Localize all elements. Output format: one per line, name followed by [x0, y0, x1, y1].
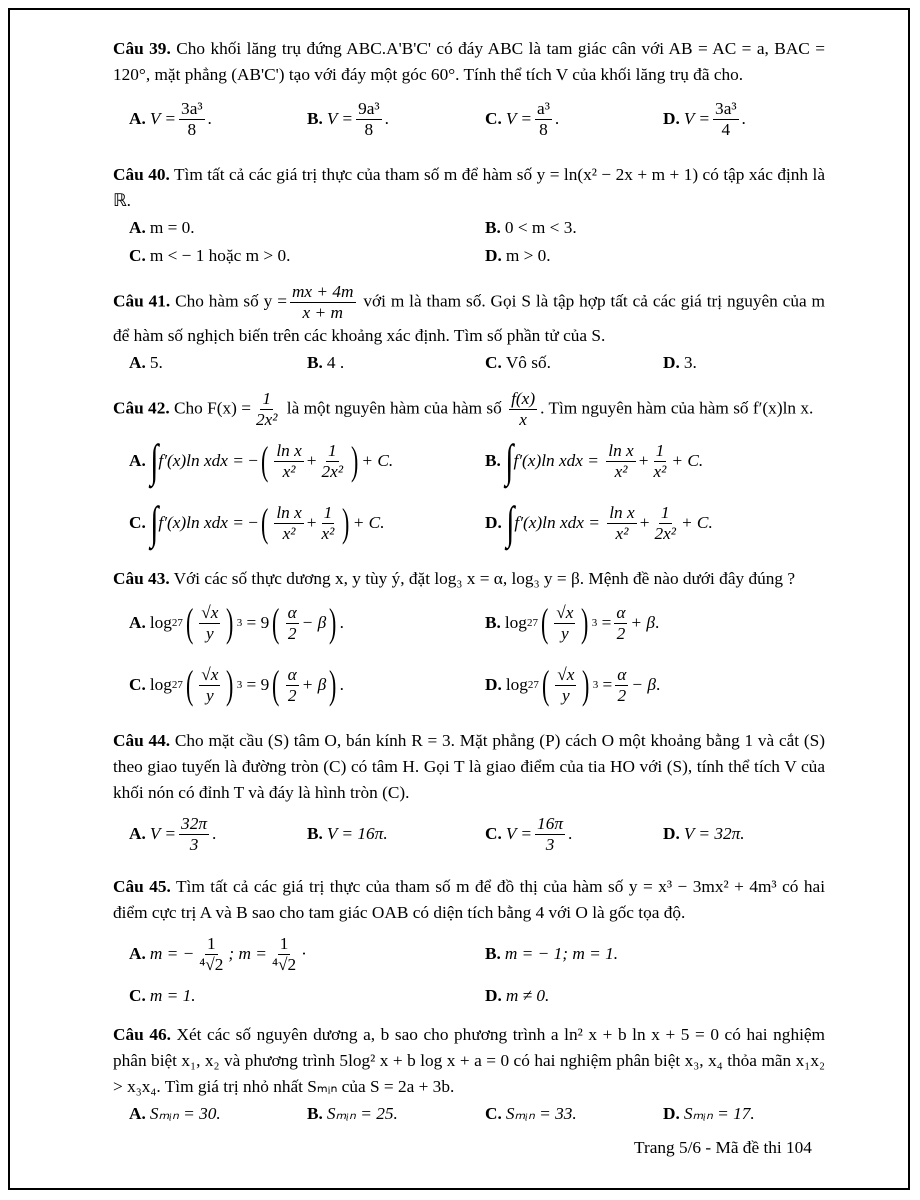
option-key: A. — [129, 824, 146, 843]
option-key: C. — [485, 353, 502, 372]
option-tail: · — [301, 944, 307, 963]
fraction — [270, 934, 298, 975]
fraction-numerator: 1 — [660, 502, 670, 522]
fraction-numerator: 1 — [327, 440, 337, 460]
option-d[interactable] — [647, 350, 825, 376]
option-op: − β — [301, 613, 327, 632]
question-text: . Tìm nguyên hàm của hàm số f′(x)ln x. — [540, 398, 814, 418]
question-45 — [113, 874, 825, 1010]
fraction-denominator: 2 — [616, 623, 626, 643]
option-a[interactable] — [113, 814, 291, 855]
question-stem — [113, 1022, 825, 1100]
option-a[interactable] — [113, 934, 469, 975]
option-key: A. — [129, 613, 146, 632]
option-lhs: V = — [505, 109, 533, 128]
paren-left: ( — [272, 662, 280, 707]
question-stem — [113, 162, 825, 214]
option-key: A. — [129, 109, 146, 128]
options-row — [113, 926, 825, 982]
option-key: B. — [485, 218, 501, 237]
option-c[interactable] — [469, 1101, 647, 1127]
question-44 — [113, 728, 825, 862]
option-key: C. — [485, 109, 502, 128]
option-lhs: V = — [149, 824, 177, 843]
options-row — [113, 242, 825, 270]
option-b[interactable] — [291, 1101, 469, 1127]
fraction — [607, 503, 636, 544]
fraction-numerator: √x — [201, 602, 219, 622]
option-b[interactable] — [469, 941, 825, 967]
paren-left: ( — [185, 662, 194, 707]
option-sign: − — [248, 513, 258, 532]
option-text: Vô số. — [505, 353, 551, 372]
option-a[interactable] — [113, 1101, 291, 1127]
integral-sign: ∫ — [505, 435, 514, 486]
option-key: D. — [663, 824, 680, 843]
option-b[interactable] — [291, 821, 469, 847]
fraction-numerator: α — [287, 602, 297, 622]
option-coef: = 9 — [246, 613, 270, 632]
option-key: A. — [129, 944, 146, 963]
question-number: Câu 44. — [113, 731, 171, 750]
fraction-numerator: ln x — [276, 502, 302, 522]
question-39 — [113, 36, 825, 150]
option-b[interactable] — [469, 215, 825, 241]
integrand: f′(x)ln xdx = — [158, 451, 244, 470]
fraction-numerator: 1 — [279, 933, 289, 953]
fraction-numerator: 1 — [323, 502, 333, 522]
question-stem — [113, 282, 825, 349]
fraction-numerator: ln x — [276, 440, 302, 460]
paren-right: ) — [226, 600, 234, 645]
fraction — [651, 441, 668, 482]
fraction — [179, 814, 209, 855]
option-mid: ; m = — [228, 944, 267, 963]
option-coef: = 9 — [246, 675, 270, 694]
fraction — [274, 503, 303, 544]
options-row — [113, 88, 825, 150]
paren-right: ) — [329, 662, 337, 707]
option-tail: . — [655, 613, 660, 632]
fraction — [179, 99, 205, 140]
question-text: Cho khối lăng trụ đứng ABC.A'B'C' có đáy ABC là tam giác cân với AB = AC = a, BAC = 120°, mặt phẳng (AB'C') tạo với đáy một góc 60°. Tính thể tích V của khối lăng trụ đã cho. — [113, 39, 826, 84]
fraction-denominator: ⁴√2 — [199, 954, 224, 974]
option-key: B. — [485, 451, 501, 470]
option-coef: = — [601, 613, 612, 632]
option-key: C. — [485, 824, 502, 843]
fraction-denominator: 4 — [721, 119, 731, 139]
option-tail: . — [568, 824, 573, 843]
options-row — [113, 492, 825, 554]
option-tail: . — [741, 109, 746, 128]
paren-left: ( — [272, 600, 280, 645]
question-number: Câu 42. — [113, 398, 170, 418]
option-tail: . — [554, 109, 560, 128]
option-key: B. — [485, 613, 501, 632]
question-stem — [113, 36, 825, 88]
question-41 — [113, 282, 825, 377]
fraction-numerator: 32π — [181, 813, 207, 833]
paren-right: ) — [581, 600, 589, 645]
paren-right: ) — [342, 500, 350, 545]
option-tail: . — [655, 675, 661, 694]
option-key: D. — [485, 246, 502, 265]
option-key: B. — [485, 944, 501, 963]
fraction-denominator: y — [205, 623, 214, 643]
fraction-numerator: 9a³ — [358, 98, 380, 118]
option-text: 4 . — [326, 353, 345, 372]
paren-right: ) — [351, 438, 359, 483]
fraction — [614, 603, 627, 644]
fraction-denominator: x² — [282, 461, 296, 481]
option-sign: − — [248, 451, 258, 470]
option-lhs: V = — [326, 109, 354, 128]
option-key: D. — [663, 1104, 680, 1123]
fraction — [197, 934, 225, 975]
fraction — [606, 441, 635, 482]
option-tail: . — [339, 675, 344, 694]
option-key: C. — [129, 513, 146, 532]
fraction-numerator: ln x — [609, 502, 635, 522]
question-43 — [113, 566, 825, 716]
question-number: Câu 43. — [113, 569, 170, 588]
question-stem — [113, 389, 825, 430]
option-op: + β — [630, 613, 656, 632]
option-lhs: V = — [149, 109, 177, 128]
fraction-denominator: 2 — [617, 685, 627, 705]
option-key: B. — [307, 353, 323, 372]
option-c[interactable] — [113, 983, 469, 1009]
option-key: A. — [129, 353, 146, 372]
question-text: Với các số thực dương x, y tùy ý, đặt log₃ x = α, log₃ y = β. Mệnh đề nào dưới đây đúng ? — [173, 569, 796, 588]
fraction-denominator: 3 — [189, 834, 199, 854]
fraction — [320, 441, 346, 482]
option-tail: . — [384, 109, 389, 128]
options-row — [113, 1100, 825, 1128]
option-a[interactable]: A. ∫ f′(x)ln xdx = − ( $\frac{\text{ln x}}{\text{x²}}$ + $\frac{1}{\text{2x²}}$ ) + C. — [129, 435, 394, 486]
fraction-denominator: x² — [614, 461, 628, 481]
option-d[interactable] — [469, 243, 825, 269]
option-key: B. — [307, 1104, 323, 1123]
question-number: Câu 41. — [113, 291, 171, 311]
fraction — [286, 603, 299, 644]
option-op: − β — [631, 675, 656, 694]
fraction-numerator: 16π — [537, 813, 563, 833]
option-key: D. — [485, 675, 502, 694]
option-d[interactable] — [647, 1101, 825, 1127]
fraction — [535, 814, 565, 855]
question-text: Cho hàm số y = — [175, 291, 287, 311]
fraction-denominator: 2x² — [255, 410, 278, 429]
question-46 — [113, 1022, 825, 1128]
fraction-denominator: x² — [282, 523, 296, 543]
fraction-denominator: x + m — [302, 303, 343, 322]
option-text: Sₘᵢₙ = 30. — [149, 1104, 221, 1123]
options-row — [113, 806, 825, 862]
integral-sign: ∫ — [506, 497, 515, 548]
option-tail: + C. — [352, 513, 385, 532]
option-text: 0 < m < 3. — [504, 218, 577, 237]
option-key: D. — [663, 109, 680, 128]
fraction — [290, 282, 356, 323]
fraction — [254, 389, 280, 430]
option-tail: . — [212, 824, 217, 843]
fraction-denominator: y — [561, 685, 570, 705]
option-b[interactable]: B. ∫ f′(x)ln xdx = $\frac{\text{ln x}}{\text{x²}}$ + $\frac{1}{\text{x²}}$ + C. — [485, 435, 704, 486]
question-number: Câu 39. — [113, 39, 171, 58]
question-text: là một nguyên hàm của hàm số — [286, 398, 502, 418]
fraction — [199, 603, 220, 644]
paren-right: ) — [582, 662, 590, 707]
option-key: D. — [485, 513, 502, 532]
option-tail: + C. — [361, 451, 394, 470]
paren-left: ( — [540, 600, 549, 645]
option-d[interactable] — [647, 821, 825, 847]
options-row — [113, 349, 825, 377]
option-text: Sₘᵢₙ = 25. — [326, 1104, 398, 1123]
option-key: C. — [129, 986, 146, 1005]
log-text: log — [505, 675, 528, 694]
option-c[interactable]: C. log 27 ( $\frac{√x}{y}$ ) 3 = 9 ( $\frac{\alpha}{2}$ + β ) . — [129, 662, 344, 707]
fraction-numerator: mx + 4m — [291, 282, 354, 301]
fraction-denominator: 2 — [287, 685, 297, 705]
question-text: với m là tham số. Gọi S là tập hợp tất cả các giá trị nguyên của m để hàm số nghịch biến trên các khoảng xác định. Tìm số phần tử của S. — [113, 291, 825, 345]
option-c[interactable]: C. ∫ f′(x)ln xdx = − ( $\frac{\text{ln x}}{\text{x²}}$ + $\frac{1}{\text{x²}}$ ) + C. — [129, 497, 385, 548]
fraction — [652, 503, 678, 544]
option-text: Sₘᵢₙ = 17. — [683, 1104, 755, 1123]
option-a[interactable]: A. log 27 ( $\frac{√x}{y}$ ) 3 = 9 ( $\frac{\alpha}{2}$ − β ) . — [129, 600, 344, 645]
option-key: A. — [129, 451, 146, 470]
paren-left: ( — [260, 438, 269, 483]
fraction-numerator: 3a³ — [715, 98, 737, 118]
fraction-numerator: f(x) — [511, 389, 536, 408]
option-op: + β — [301, 675, 327, 694]
option-key: C. — [129, 246, 146, 265]
question-text: Xét các số nguyên dương a, b sao cho phương trình a ln² x + b ln x + 5 = 0 có hai nghiệm phân biệt x₁, x₂ và phương trình 5log² x + b log x + a = 0 có hai nghiệm phân biệt x₃, x₄ thỏa mãn x₁x₂ > x₃x₄. Tìm giá trị nhỏ nhất Sₘᵢₙ của S = 2a + 3b. — [113, 1025, 825, 1096]
option-text: m = − 1; m = 1. — [504, 944, 619, 963]
question-text: Tìm tất cả các giá trị thực của tham số m để hàm số y = ln(x² − 2x + m + 1) có tập xác định là ℝ. — [113, 165, 826, 210]
option-text: m = 0. — [149, 218, 195, 237]
option-lhs: m = − — [149, 944, 195, 963]
question-number: Câu 46. — [113, 1025, 171, 1044]
fraction-denominator: x² — [653, 461, 667, 481]
log-text: log — [149, 675, 172, 694]
option-c[interactable] — [469, 814, 647, 855]
fraction-numerator: a³ — [537, 98, 550, 118]
option-key: B. — [307, 109, 323, 128]
option-b[interactable] — [291, 350, 469, 376]
fraction-denominator: 2x² — [654, 523, 676, 543]
fraction-numerator: α — [616, 602, 626, 622]
fraction-denominator: 2x² — [321, 461, 344, 481]
question-stem — [113, 874, 825, 926]
fraction-denominator: ⁴√2 — [271, 954, 297, 974]
fraction — [509, 389, 537, 430]
option-tail: . — [207, 109, 212, 128]
option-d[interactable] — [469, 983, 825, 1009]
fraction — [286, 665, 299, 706]
question-text: Cho mặt cầu (S) tâm O, bán kính R = 3. Mặt phẳng (P) cách O một khoảng bằng 1 và cắt (S) theo giao tuyến là đường tròn (C) có tâm H. Gọi T là giao điểm của tia HO với (S), tính thể tích V của khối nón có đỉnh T và đáy là hình tròn (C). — [113, 731, 825, 802]
option-tail: + C. — [671, 451, 704, 470]
question-stem — [113, 566, 825, 592]
option-text: m ≠ 0. — [505, 986, 550, 1005]
option-c[interactable] — [469, 99, 647, 140]
option-text: m < − 1 hoặc m > 0. — [149, 246, 291, 265]
option-d[interactable] — [647, 99, 825, 140]
option-b[interactable]: B. log 27 ( $\frac{√x}{y}$ ) 3 = $\frac{\alpha}{2}$ + β . — [485, 600, 660, 645]
fraction-numerator: ln x — [608, 440, 634, 460]
paren-left: ( — [185, 600, 194, 645]
option-key: C. — [129, 675, 146, 694]
integrand: f′(x)ln xdx = — [513, 451, 599, 470]
fraction-denominator: 8 — [187, 119, 197, 139]
option-text: Sₘᵢₙ = 33. — [505, 1104, 577, 1123]
fraction — [274, 441, 303, 482]
page-footer: Trang 5/6 - Mã đề thi 104 — [634, 1138, 812, 1157]
fraction-numerator: 1 — [262, 389, 272, 408]
fraction-denominator: x — [519, 410, 527, 429]
fraction — [320, 503, 337, 544]
options-row — [113, 214, 825, 242]
option-b[interactable] — [291, 99, 469, 140]
question-40 — [113, 162, 825, 270]
question-stem — [113, 728, 825, 806]
option-text: 3. — [683, 353, 697, 372]
option-text: m > 0. — [505, 246, 551, 265]
option-tail: + C. — [680, 513, 713, 532]
option-coef: = — [602, 675, 613, 694]
fraction — [615, 665, 628, 706]
option-key: C. — [485, 1104, 502, 1123]
paren-right: ) — [226, 662, 234, 707]
options-row — [113, 592, 825, 654]
fraction — [713, 99, 739, 140]
fraction-denominator: x² — [615, 523, 629, 543]
option-d[interactable]: D. ∫ f′(x)ln xdx = $\frac{\text{ln x}}{\text{x²}}$ + $\frac{1}{\text{2x²}}$ + C. — [485, 497, 713, 548]
fraction-numerator: √x — [557, 664, 575, 684]
option-text: m = 1. — [149, 986, 196, 1005]
fraction — [356, 99, 382, 140]
log-text: log — [149, 613, 172, 632]
option-key: D. — [485, 986, 502, 1005]
integral-sign: ∫ — [150, 497, 159, 548]
fraction-numerator: √x — [201, 664, 219, 684]
log-text: log — [504, 613, 527, 632]
option-a[interactable] — [113, 215, 469, 241]
paren-left: ( — [541, 662, 550, 707]
exam-page — [113, 36, 825, 1128]
options-row — [113, 654, 825, 716]
option-key: A. — [129, 218, 146, 237]
fraction-numerator: α — [617, 664, 627, 684]
fraction — [554, 603, 575, 644]
option-text: V = 32π. — [683, 824, 745, 843]
integrand: f′(x)ln xdx = — [158, 513, 244, 532]
fraction-numerator: 1 — [655, 440, 665, 460]
option-tail: . — [339, 613, 344, 632]
fraction-denominator: 2 — [287, 623, 297, 643]
question-text: Cho F(x) = — [173, 398, 251, 418]
option-lhs: V = — [505, 824, 533, 843]
question-42 — [113, 389, 825, 554]
paren-right: ) — [329, 600, 337, 645]
fraction-numerator: α — [287, 664, 297, 684]
option-text: 5. — [149, 353, 163, 372]
option-c[interactable] — [113, 243, 469, 269]
fraction — [555, 665, 576, 706]
fraction-denominator: 8 — [539, 119, 548, 139]
option-key: A. — [129, 1104, 146, 1123]
option-key: B. — [307, 824, 323, 843]
integrand: f′(x)ln xdx = — [514, 513, 600, 532]
option-text: V = 16π. — [326, 824, 388, 843]
fraction — [535, 99, 552, 140]
option-d[interactable]: D. log 27 ( $\frac{√x}{y}$ ) 3 = $\frac{\alpha}{2}$ − β . — [485, 662, 661, 707]
question-number: Câu 40. — [113, 165, 170, 184]
fraction-denominator: y — [205, 685, 214, 705]
option-a[interactable] — [113, 99, 291, 140]
fraction-numerator: 1 — [207, 933, 216, 953]
options-row — [113, 430, 825, 492]
fraction — [199, 665, 220, 706]
option-a[interactable] — [113, 350, 291, 376]
option-c[interactable] — [469, 350, 647, 376]
fraction-denominator: 3 — [545, 834, 555, 854]
option-key: D. — [663, 353, 680, 372]
fraction-denominator: x² — [321, 523, 335, 543]
options-row — [113, 982, 825, 1010]
question-text: Tìm tất cả các giá trị thực của tham số m để đồ thị của hàm số y = x³ − 3mx² + 4m³ có hai điểm cực trị A và B sao cho tam giác OAB có diện tích bằng 4 với O là gốc tọa độ. — [113, 877, 825, 922]
paren-left: ( — [260, 500, 269, 545]
question-number: Câu 45. — [113, 877, 171, 896]
fraction-numerator: √x — [556, 602, 574, 622]
fraction-numerator: 3a³ — [181, 98, 203, 118]
option-lhs: V = — [683, 109, 711, 128]
integral-sign: ∫ — [150, 435, 159, 486]
fraction-denominator: y — [561, 623, 569, 643]
fraction-denominator: 8 — [364, 119, 374, 139]
